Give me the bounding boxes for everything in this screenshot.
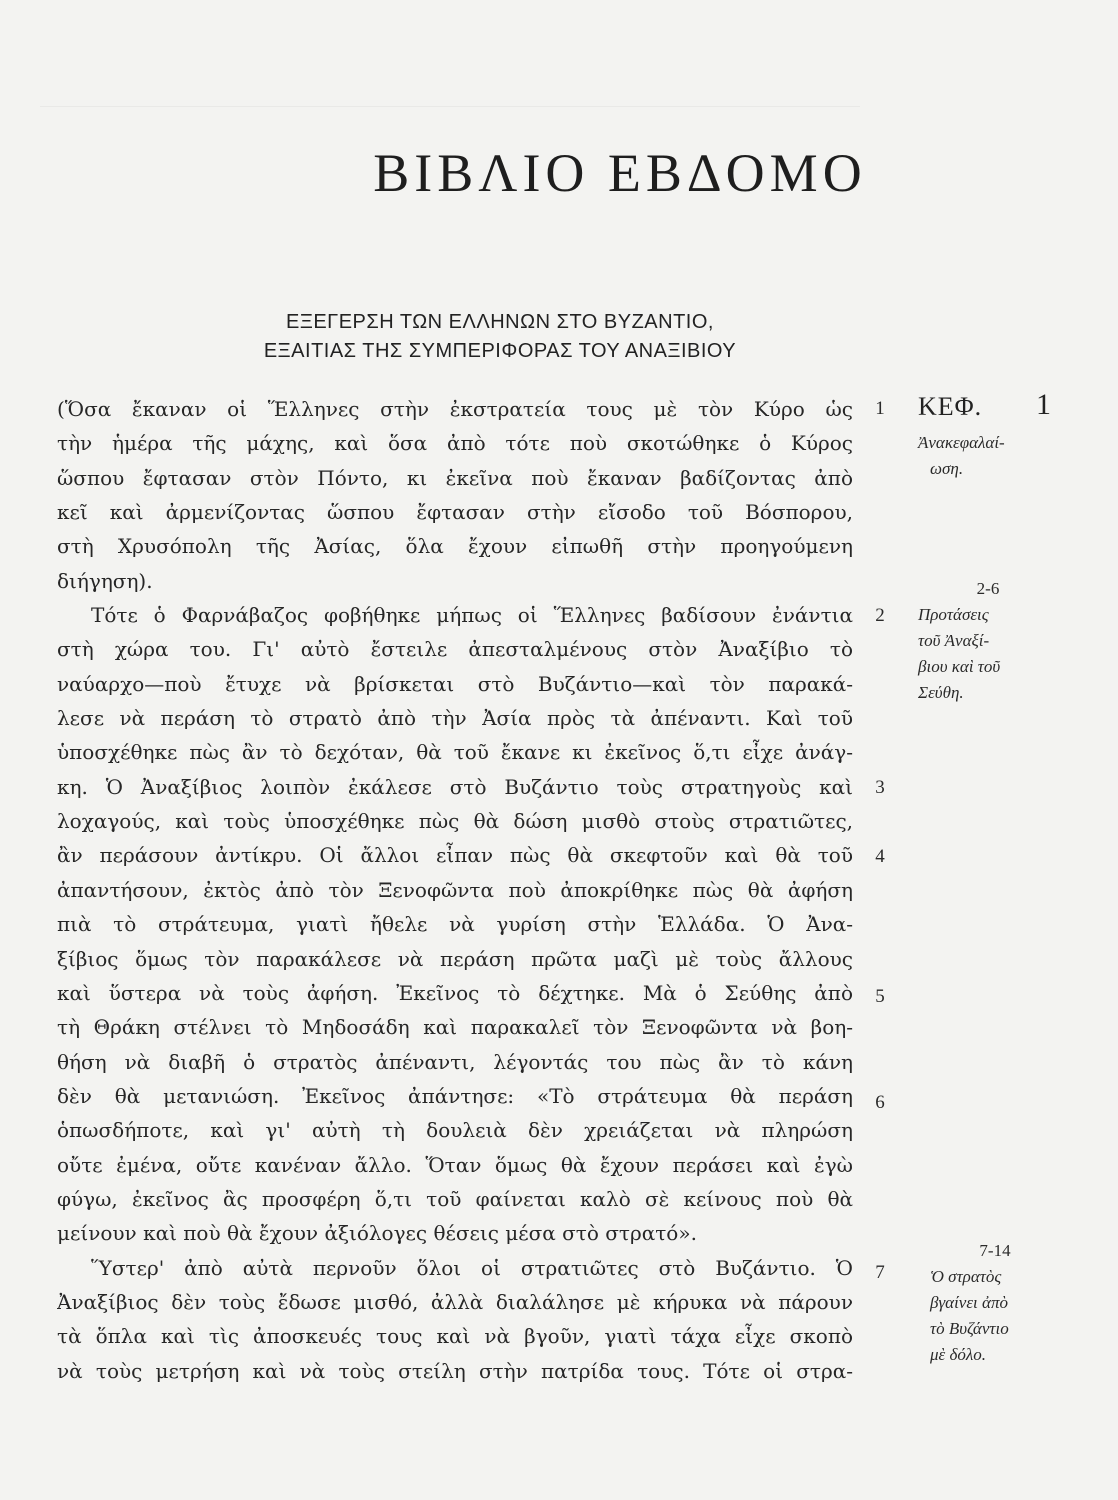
- margin-note-line: Ὁ στρατὸς: [930, 1267, 1002, 1286]
- body-line: κεῖ καὶ ἀρμενίζοντας ὥσπου ἔφτασαν στὴν εἴσοδο τοῦ Βόσπορου,: [57, 500, 853, 525]
- chapter-marker-label: ΚΕΦ.: [918, 392, 983, 421]
- bleed-through-header: [40, 66, 860, 107]
- body-line: οὔτε ἐμένα, οὔτε κανέναν ἄλλο. Ὅταν ὅμως θὰ ἔχουν περάσει καὶ ἐγὼ: [57, 1152, 853, 1177]
- body-line: Τότε ὁ Φαρνάβαζος φοβήθηκε μήπως οἱ Ἕλληνες βαδίσουν ἐνάντια: [91, 603, 853, 628]
- body-line: στὴ Χρυσόπολη τῆς Ἀσίας, ὅλα ἔχουν εἰπωθῆ στὴν προηγούμενη: [57, 534, 853, 559]
- body-line: διήγηση).: [57, 568, 153, 593]
- section-number: 2: [875, 605, 885, 626]
- margin-note-line: Σεύθη.: [918, 683, 964, 702]
- body-line: καὶ ὕστερα νὰ τοὺς ἀφήση. Ἐκεῖνος τὸ δέχτηκε. Μὰ ὁ Σεύθης ἀπὸ: [57, 980, 853, 1005]
- section-number: 1: [875, 398, 885, 419]
- body-text: [57, 392, 853, 1388]
- body-line: κη. Ὁ Ἀναξίβιος λοιπὸν ἐκάλεσε στὸ Βυζάντιο τοὺς στρατηγοὺς καὶ: [57, 774, 853, 799]
- body-line: ὥσπου ἔφτασαν στὸν Πόντο, κι ἐκεῖνα ποὺ ἔκαναν βαδίζοντας ἀπὸ: [57, 465, 853, 490]
- body-line: ὁπωσδήποτε, καὶ γι' αὐτὴ τὴ δουλειὰ δὲν χρειάζεται νὰ πληρώση: [57, 1118, 853, 1143]
- chapter-marker-number: 1: [1036, 388, 1051, 421]
- margin-note: [918, 430, 1088, 482]
- body-line: ἀπαντήσουν, ἐκτὸς ἀπὸ τὸν Ξενοφῶντα ποὺ ἀποκρίθηκε πὼς θὰ ἀφήση: [57, 877, 853, 902]
- body-line: δὲν θὰ μετανιώση. Ἐκεῖνος ἀπάντησε: «Τὸ στράτευμα θὰ περάση: [57, 1083, 853, 1108]
- body-line: θήση νὰ διαβῆ ὁ στρατὸς ἀπέναντι, λέγοντάς του πὼς ἂν τὸ κάνη: [57, 1049, 853, 1074]
- margin-note-range: 2-6: [976, 579, 1000, 598]
- body-line: Ἀναξίβιος δὲν τοὺς ἔδωσε μισθό, ἀλλὰ διαλάλησε μὲ κήρυκα νὰ πάρουν: [57, 1289, 853, 1314]
- body-line: νὰ τοὺς μετρήση καὶ νὰ τοὺς στείλη στὴν πατρίδα τους. Τότε οἱ στρα-: [57, 1358, 853, 1383]
- section-number: 7: [875, 1262, 885, 1283]
- body-line: (Ὅσα ἔκαναν οἱ Ἕλληνες στὴν ἐκστρατεία τους μὲ τὸν Κύρο ὡς: [57, 397, 853, 421]
- section-number: 6: [875, 1092, 885, 1113]
- body-line: φύγω, ἐκεῖνος ἂς προσφέρη ὅ,τι τοῦ φαίνεται καλὸ σὲ κείνους ποὺ θὰ: [57, 1186, 853, 1211]
- chapter-marker: [918, 388, 1068, 422]
- section-number: 4: [875, 846, 885, 867]
- margin-note-line: βιου καὶ τοῦ: [918, 657, 1001, 676]
- chapter-heading-line: ΕΞΑΙΤΙΑΣ ΤΗΣ ΣΥΜΠΕΡΙΦΟΡΑΣ ΤΟΥ ΑΝΑΞΙΒΙΟΥ: [263, 340, 737, 362]
- body-line: Ὕστερ' ἀπὸ αὐτὰ περνοῦν ὅλοι οἱ στρατιῶτες στὸ Βυζάντιο. Ὁ: [91, 1255, 853, 1280]
- body-line: ξίβιος ὅμως τὸν παρακάλεσε νὰ περάση πρῶτα μαζὶ μὲ τοὺς ἄλλους: [57, 946, 853, 971]
- body-line: πιὰ τὸ στράτευμα, γιατὶ ἤθελε νὰ γυρίση στὴν Ἑλλάδα. Ὁ Ἀνα-: [57, 912, 853, 937]
- margin-note-line: ωση.: [930, 459, 964, 478]
- body-line: ὑποσχέθηκε πὼς ἂν τὸ δεχόταν, θὰ τοῦ ἔκανε κι ἐκεῖνος ὅ,τι εἶχε ἀνάγ-: [57, 740, 853, 765]
- margin-note: [930, 1238, 1100, 1368]
- margin-note-line: τὸ Βυζάντιο: [930, 1319, 1009, 1338]
- body-line: τὰ ὅπλα καὶ τὶς ἀποσκευές τους καὶ νὰ βγοῦν, γιατὶ τάχα εἶχε σκοπὸ: [57, 1324, 853, 1349]
- section-number: 5: [875, 986, 885, 1007]
- body-line: στὴ χώρα του. Γι' αὐτὸ ἔστειλε ἀπεσταλμένους στὸν Ἀναξίβιο τὸ: [57, 637, 853, 662]
- chapter-heading: [130, 308, 870, 366]
- margin-note-line: τοῦ Ἀναξί-: [918, 631, 990, 650]
- body-line: τὴ Θράκη στέλνει τὸ Μηδοσάδη καὶ παρακαλεῖ τὸν Ξενοφῶντα νὰ βοη-: [57, 1015, 853, 1040]
- body-line: ναύαρχο—ποὺ ἔτυχε νὰ βρίσκεται στὸ Βυζάντιο—καὶ τὸν παρακά-: [57, 671, 853, 696]
- margin-note-line: Προτάσεις: [918, 605, 989, 624]
- margin-note-line: μὲ δόλο.: [930, 1345, 986, 1364]
- margin-note-line: Ἀνακεφαλαί-: [918, 433, 1005, 452]
- body-line: ἂν περάσουν ἀντίκρυ. Οἱ ἄλλοι εἶπαν πὼς θὰ σκεφτοῦν καὶ θὰ τοῦ: [57, 843, 853, 868]
- margin-note-range: 7-14: [979, 1241, 1011, 1260]
- body-line: τὴν ἡμέρα τῆς μάχης, καὶ ὅσα ἀπὸ τότε ποὺ σκοτώθηκε ὁ Κύρος: [57, 431, 853, 456]
- body-line: λεσε νὰ περάση τὸ στρατὸ ἀπὸ τὴν Ἀσία πρὸς τὰ ἀπέναντι. Καὶ τοῦ: [57, 706, 853, 731]
- margin-note: [918, 576, 1088, 706]
- body-line: μείνουν καὶ ποὺ θὰ ἔχουν ἀξιόλογες θέσεις μέσα στὸ στρατό».: [57, 1221, 697, 1246]
- section-number: 3: [875, 777, 885, 798]
- margin-note-line: βγαίνει ἀπὸ: [930, 1293, 1008, 1312]
- book-title: ΒΙΒΛΙΟ ΕΒΔΟΜΟ: [373, 143, 867, 203]
- body-line: λοχαγούς, καὶ τοὺς ὑποσχέθηκε πὼς θὰ δώση μισθὸ στοὺς στρατιῶτες,: [57, 809, 853, 834]
- chapter-heading-line: ΕΞΕΓΕΡΣΗ ΤΩΝ ΕΛΛΗΝΩΝ ΣΤΟ ΒΥΖΑΝΤΙΟ,: [286, 311, 714, 333]
